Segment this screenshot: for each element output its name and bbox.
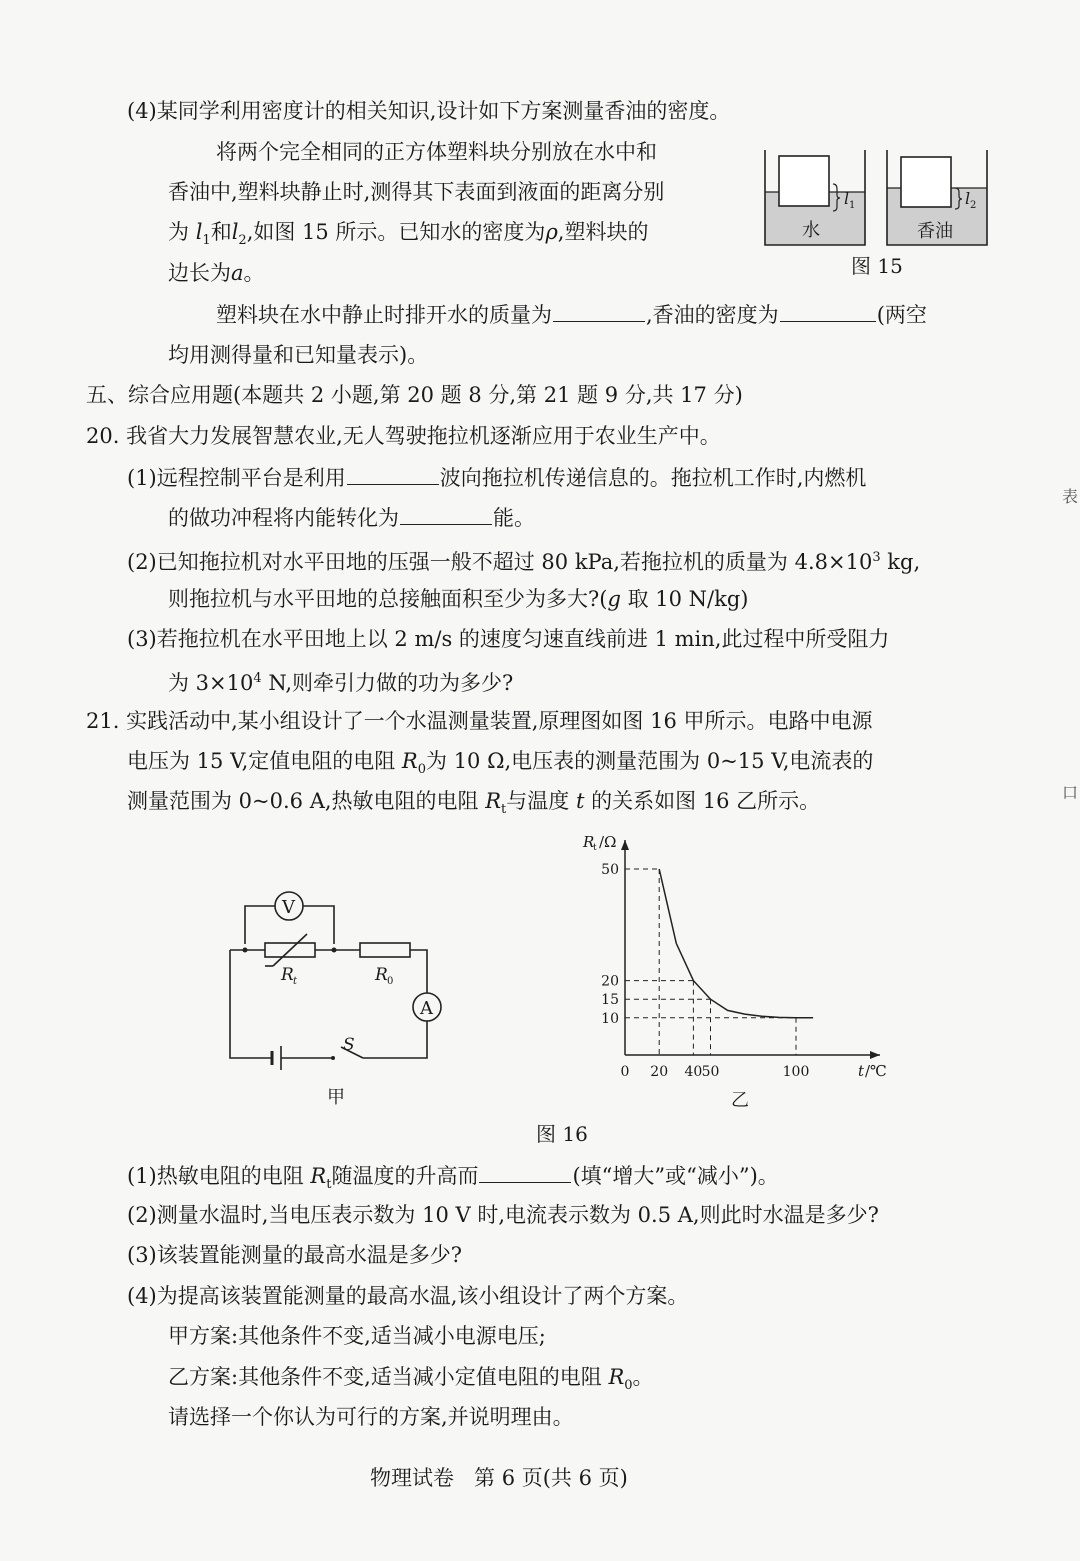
q20-part1-line2: [168, 502, 535, 533]
t: ,香油的密度为: [646, 303, 779, 327]
t: 的做功冲程将内能转化为: [168, 506, 399, 530]
t: 和: [210, 220, 232, 244]
t: 随温度的升高而: [331, 1164, 479, 1188]
rt-sub: t: [293, 976, 298, 987]
t: 为 3×10: [168, 671, 254, 695]
t: kg,: [880, 550, 921, 574]
q19-4-line1: (4)某同学利用密度计的相关知识,设计如下方案测量香油的密度。: [127, 99, 731, 123]
margin-mark: 表: [1062, 487, 1079, 506]
x-tick-label: 40: [684, 1064, 703, 1080]
q21-part2: (2)测量水温时,当电压表示数为 10 V 时,电流表示数为 0.5 A,则此时水温是多少?: [127, 1203, 879, 1227]
graph-label-yi: 乙: [731, 1090, 749, 1110]
sym-a: a: [231, 261, 244, 285]
y-axis-arrow: [621, 840, 629, 850]
ammeter-label: A: [420, 998, 433, 1019]
q20-part2-line2: [168, 584, 748, 614]
q19-4-line6: [216, 299, 927, 330]
rt-label: R: [281, 965, 294, 985]
q19-4-line3: 香油中,塑料块静止时,测得其下表面到液面的距离分别: [168, 180, 665, 204]
t: 电压为 15 V,定值电阻的电阻: [127, 749, 402, 773]
t: N,则牵引力做的功为多少?: [261, 671, 514, 695]
t: 与温度: [506, 789, 576, 813]
circuit-label-jia: 甲: [327, 1087, 345, 1108]
t: 乙方案:其他条件不变,适当减小定值电阻的电阻: [168, 1365, 609, 1389]
plastic-block: [779, 156, 829, 206]
t: 则拖拉机与水平田地的总接触面积至少为多大?(: [168, 587, 608, 611]
q21-part4: (4)为提高该装置能测量的最高水温,该小组设计了两个方案。: [127, 1284, 689, 1308]
rt-temperature-graph: [575, 825, 895, 1110]
t: 。: [243, 261, 265, 285]
sub: 2: [238, 233, 247, 249]
section-5-heading: 五、综合应用题(本题共 2 小题,第 20 题 8 分,第 21 题 9 分,共 17 分): [86, 383, 743, 407]
t: 塑料块在水中静止时排开水的质量为: [216, 303, 552, 327]
q21-stem-line2: [127, 746, 873, 785]
margin-mark: 口: [1062, 783, 1079, 802]
sym-l: l: [231, 220, 239, 244]
t: 边长为: [168, 261, 231, 285]
sym-l: l: [195, 220, 203, 244]
t: 为: [168, 220, 189, 244]
figure-16-caption: 图 16: [536, 1122, 588, 1146]
switch-label: S: [343, 1035, 355, 1055]
r0-sub: 0: [387, 976, 394, 987]
t: (1)热敏电阻的电阻: [127, 1164, 311, 1188]
x-axis-arrow: [870, 1051, 880, 1059]
page-footer: 物理试卷 第 6 页(共 6 页): [370, 1466, 628, 1490]
r0-label: R: [375, 965, 388, 985]
q21-plan-b: [168, 1362, 654, 1401]
resistor-r0: [360, 943, 410, 957]
q20-part1-line1: [127, 462, 866, 493]
y-tick-label: 20: [601, 973, 619, 990]
label-water: 水: [802, 220, 820, 241]
t: (填“增大”或“减小”)。: [572, 1164, 779, 1188]
answer-blank[interactable]: [347, 462, 439, 485]
label-l1: l: [844, 189, 850, 208]
sym-t: t: [575, 789, 585, 813]
sub: 0: [624, 1378, 633, 1394]
plastic-block: [901, 157, 951, 207]
t: (两空: [876, 303, 927, 327]
sym-R: R: [310, 1164, 327, 1188]
q21-stem-line1: 21. 实践活动中,某小组设计了一个水温测量装置,原理图如图 16 甲所示。电路中电源: [86, 709, 873, 733]
q19-4-line4: [168, 217, 648, 256]
t: 为 10 Ω,电压表的测量范围为 0~15 V,电流表的: [426, 749, 874, 773]
t: 取 10 N/kg): [620, 587, 749, 611]
sub: 1: [202, 233, 211, 249]
sup: 3: [872, 550, 881, 565]
sym-g: g: [607, 587, 621, 611]
figure-15-caption: 图 15: [851, 254, 903, 278]
y-tick-label: 10: [601, 1010, 619, 1027]
answer-blank[interactable]: [780, 299, 876, 322]
sym-R: R: [401, 749, 418, 773]
answer-blank[interactable]: [479, 1160, 571, 1183]
label-l2: l: [965, 189, 971, 208]
answer-blank[interactable]: [400, 502, 492, 525]
y-axis-label: R: [583, 833, 595, 851]
q21-stem-line3: [127, 786, 820, 825]
y-tick-label: 50: [601, 862, 619, 878]
label-l1-sub: 1: [849, 200, 856, 211]
t: 波向拖拉机传递信息的。拖拉机工作时,内燃机: [439, 466, 867, 490]
sub: t: [326, 1177, 332, 1193]
sym-R: R: [485, 789, 502, 813]
q19-4-line7: 均用测得量和已知量表示)。: [168, 343, 429, 367]
answer-blank[interactable]: [553, 299, 645, 322]
circuit-diagram: [215, 880, 445, 1110]
x-tick-label: 20: [650, 1064, 669, 1080]
t: (2)已知拖拉机对水平田地的压强一般不超过 80 kPa,若拖拉机的质量为 4.8×10: [127, 550, 873, 574]
y-axis-label-sub: t: [593, 843, 597, 853]
q20-part3-line2: [168, 664, 513, 698]
x-axis-label: t: [858, 1062, 865, 1080]
t: ,如图 15 所示。已知水的密度为: [246, 220, 546, 244]
x-tick-label: 50: [701, 1064, 720, 1080]
sup: 4: [253, 671, 262, 686]
t: ,塑料块的: [557, 220, 649, 244]
label-l2-sub: 2: [970, 200, 977, 211]
y-tick-label: 15: [601, 992, 619, 1009]
t: 测量范围为 0~0.6 A,热敏电阻的电阻: [127, 789, 486, 813]
rt-curve: [659, 869, 813, 1018]
q21-plan-a: 甲方案:其他条件不变,适当减小电源电压;: [168, 1324, 546, 1348]
sym-rho: ρ: [545, 220, 558, 244]
t: (1)远程控制平台是利用: [127, 466, 346, 490]
q21-final: 请选择一个你认为可行的方案,并说明理由。: [168, 1405, 574, 1429]
label-oil: 香油: [917, 221, 953, 242]
sub: t: [501, 802, 507, 818]
sym-R: R: [608, 1365, 625, 1389]
x-axis-unit: /℃: [865, 1062, 887, 1080]
q20-part2-line1: [127, 543, 920, 577]
y-axis-unit: /Ω: [599, 833, 617, 851]
q19-4-line2: 将两个完全相同的正方体塑料块分别放在水中和: [216, 140, 657, 164]
x-tick-label: 0: [620, 1064, 630, 1080]
voltmeter-label: V: [282, 897, 295, 918]
t: 能。: [493, 506, 535, 530]
t: 的关系如图 16 乙所示。: [584, 789, 821, 813]
sub: 0: [417, 762, 427, 778]
q20-stem: 20. 我省大力发展智慧农业,无人驾驶拖拉机逐渐应用于农业生产中。: [86, 424, 721, 448]
q21-part1: [127, 1160, 779, 1200]
q19-4-line5: [168, 258, 265, 288]
q21-part3: (3)该装置能测量的最高水温是多少?: [127, 1243, 463, 1267]
q20-part3-line1: (3)若拖拉机在水平田地上以 2 m/s 的速度匀速直线前进 1 min,此过程中所受阻力: [127, 627, 890, 651]
t: 。: [632, 1365, 654, 1389]
x-tick-label: 100: [782, 1064, 810, 1080]
